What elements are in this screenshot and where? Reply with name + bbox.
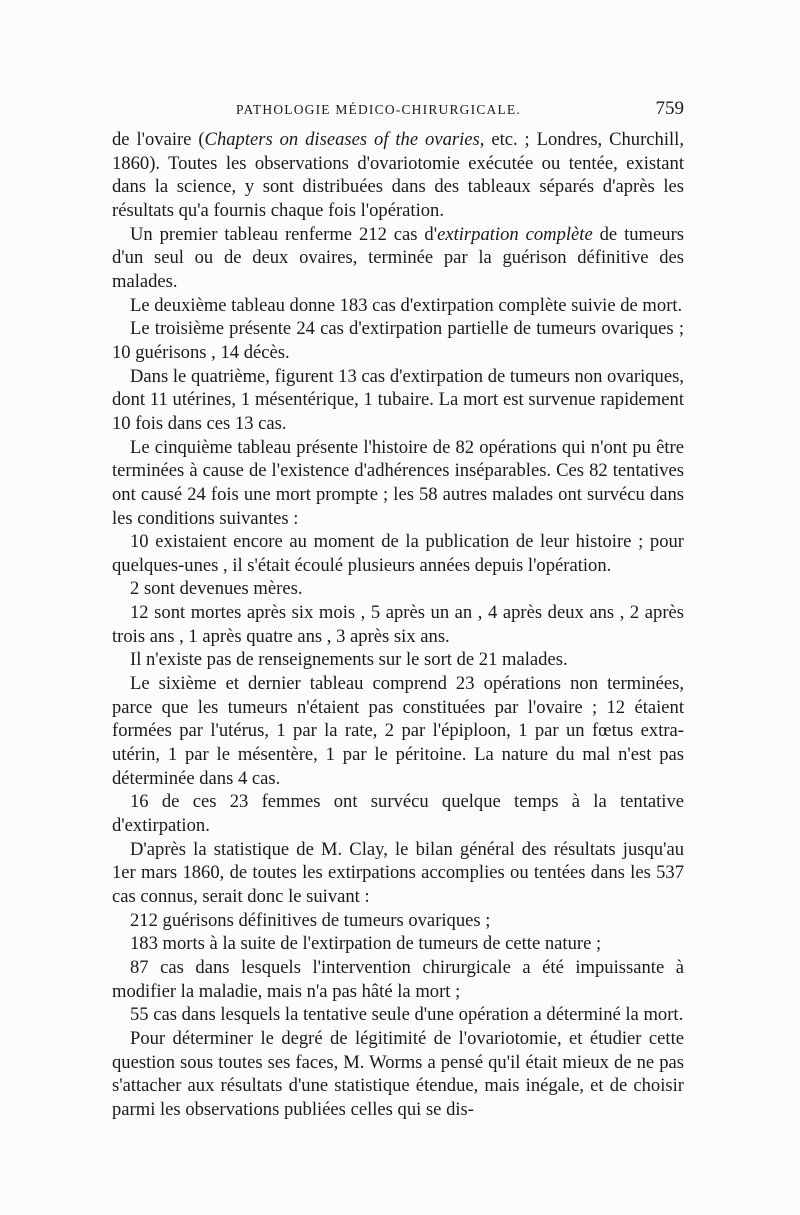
running-title: PATHOLOGIE MÉDICO-CHIRURGICALE. <box>236 102 521 117</box>
paragraph: 55 cas dans lesquels la tentative seule d'une opération a déterminé la mort. <box>130 1004 684 1026</box>
paragraph: de l'ovaire (Chapters on diseases of the ovaries, etc. ; Londres, Churchill, 1860). Toutes les observations d'ovariotomie exécutée ou tentée, existant dans la science, y sont distribuées dans des tableaux séparés d'après les résultats qu'a fournis chaque fois l'opération. <box>112 129 684 221</box>
paragraph: 2 sont devenues mères. <box>130 578 303 600</box>
paragraph: D'après la statistique de M. Clay, le bilan général des résultats jusqu'au 1er mars 1860, de toutes les extirpations accomplies ou tentées dans les 537 cas connus, serait donc le suivant : <box>112 838 684 907</box>
page-body <box>112 128 684 1122</box>
emphasis: extirpation complète <box>437 223 593 245</box>
paragraph: 183 morts à la suite de l'extirpation de tumeurs de cette nature ; <box>130 933 602 955</box>
paragraph: Le troisième présente 24 cas d'extirpation partielle de tumeurs ovariques ; 10 guérisons , 14 décès. <box>112 318 684 363</box>
paragraph: 10 existaient encore au moment de la publication de leur histoire ; pour quelques-unes , il s'était écoulé plusieurs années depuis l'opération. <box>112 531 684 576</box>
paragraph: Il n'existe pas de renseignements sur le sort de 21 malades. <box>130 649 568 671</box>
paragraph: Le sixième et dernier tableau comprend 23 opérations non terminées, parce que les tumeurs n'étaient pas constituées par l'ovaire ; 12 étaient formées par l'utérus, 1 par la rate, 2 par l'épiploon, 1 par un fœtus extra-utérin, 1 par le mésentère, 1 par le péritoine. La nature du mal n'est pas déterminée dans 4 cas. <box>112 673 684 789</box>
page-number: 759 <box>655 98 684 119</box>
paragraph: 87 cas dans lesquels l'intervention chirurgicale a été impuissante à modifier la maladie, mais n'a pas hâté la mort ; <box>112 956 684 1002</box>
running-header <box>112 98 684 124</box>
paragraph: 12 sont mortes après six mois , 5 après un an , 4 après deux ans , 2 après trois ans , 1 après quatre ans , 3 après six ans. <box>112 602 684 647</box>
paragraph: Le cinquième tableau présente l'histoire de 82 opérations qui n'ont pu être terminées à cause de l'existence d'adhérences inséparables. Ces 82 tentatives ont causé 24 fois une mort prompte ; les 58 autres malades ont survécu dans les conditions suivantes : <box>112 436 684 529</box>
paragraph: Un premier tableau renferme 212 cas d'extirpation complète de tumeurs d'un seul ou de deux ovaires, terminée par la guérison définitive des malades. <box>112 223 684 292</box>
paragraph: Le deuxième tableau donne 183 cas d'extirpation complète suivie de mort. <box>130 294 683 316</box>
paragraph: Pour déterminer le degré de légitimité de l'ovariotomie, et étudier cette question sous toutes ses faces, M. Worms a pensé qu'il était mieux de ne pas s'attacher aux résultats d'une statistique étendue, mais inégale, et de choisir parmi les observations publiées celles qui se dis- <box>112 1027 684 1120</box>
paragraph: 16 de ces 23 femmes ont survécu quelque temps à la tentative d'extirpation. <box>112 791 684 837</box>
paragraph: 212 guérisons définitives de tumeurs ovariques ; <box>130 909 491 931</box>
book-title: Chapters on diseases of the ovaries <box>204 129 480 150</box>
paragraph: Dans le quatrième, figurent 13 cas d'extirpation de tumeurs non ovariques, dont 11 utérines, 1 mésentérique, 1 tubaire. La mort est survenue rapidement 10 fois dans ces 13 cas. <box>112 365 684 434</box>
